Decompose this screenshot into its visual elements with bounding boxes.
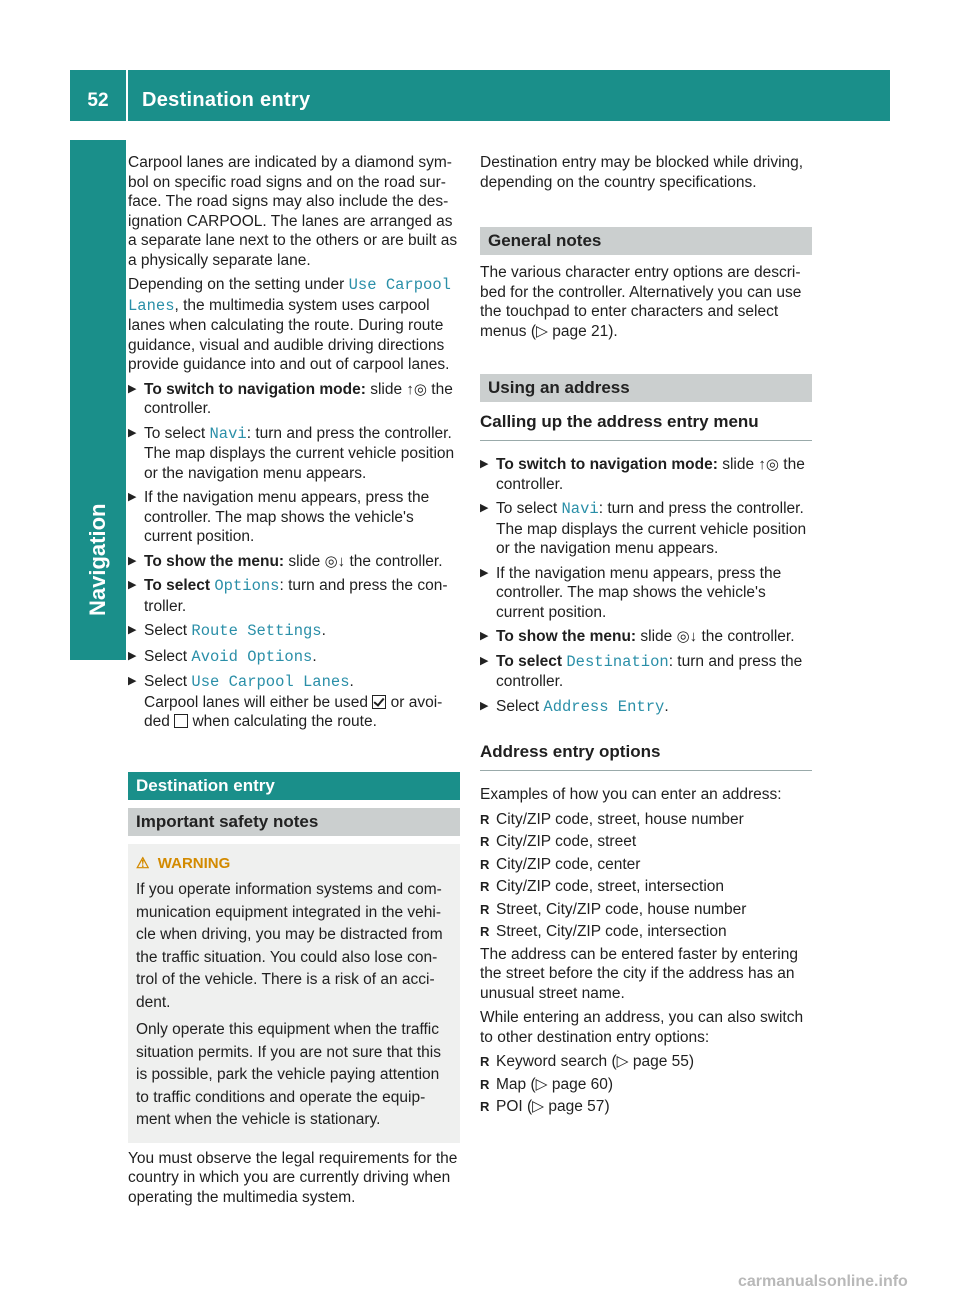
instruction-step: ▶ To select Destination: turn and press the controller. (480, 652, 803, 690)
instruction-step: ▶ To switch to navigation mode: slide ↑◎ the controller. (128, 380, 453, 417)
instruction-step: ▶ Select Route Settings. (128, 622, 326, 640)
warning-text: Only operate this equipment when the traffic situation permits. If you are not sure that this is possible, park the vehicle paying attention to traffic conditions and operate the equip-ment when the vehicle is stationary. (136, 1021, 441, 1128)
controller-slide-down-icon: ◎↓ (676, 628, 698, 645)
paragraph: The various character entry options are descri-bed for the controller. Alternatively you can use the touchpad to enter characters and select menus (▷ page 21). (480, 264, 802, 340)
controller-slide-down-icon: ◎↓ (324, 552, 346, 570)
step-arrow-icon: ▶ (128, 675, 137, 687)
list-item: R City/ZIP code, center (480, 855, 641, 873)
page-number: 52 (87, 90, 109, 111)
warning-text: If you operate information systems and com-munication equipment integrated in the vehi-cle when driving, you may be distracted from the traffic situation. You could also lose con-trol of the vehicle. There is a risk of an acci-dent. (136, 881, 443, 1011)
bullet-icon: R (480, 879, 490, 894)
controller-slide-up-icon: ↑◎ (758, 456, 779, 473)
menu-item-link[interactable]: Use Carpool Lanes (128, 276, 451, 315)
instruction-step: ▶ To select Navi: turn and press the controller. The map displays the current vehicle position or the navigation menu appears. (128, 424, 455, 482)
checkbox-checked-icon (372, 695, 386, 709)
step-arrow-icon: ▶ (128, 649, 137, 662)
bullet-icon: R (480, 811, 490, 827)
checkbox-empty-icon (174, 714, 188, 728)
page-reference-link[interactable]: ▷ page 60 (535, 1075, 608, 1093)
subsection-heading: General notes (480, 227, 812, 255)
paragraph: Examples of how you can enter an address: (480, 786, 782, 803)
step-arrow-icon: ▶ (128, 426, 137, 439)
step-arrow-icon: ▶ (128, 579, 137, 591)
step-arrow-icon: ▶ (480, 699, 489, 712)
subsection-heading: Important safety notes (128, 808, 460, 836)
menu-item-link[interactable]: Navi (209, 424, 247, 443)
list-item: R City/ZIP code, street (480, 833, 637, 850)
page-reference-link[interactable]: ▷ page 21 (536, 322, 609, 340)
list-item: R Map (▷ page 60) (480, 1075, 614, 1093)
left-column (128, 153, 460, 1212)
menu-item-link[interactable]: Navi (561, 500, 599, 518)
list-item: R Street, City/ZIP code, house number (480, 900, 747, 918)
warning-triangle-icon: ⚠ (136, 854, 150, 872)
section-heading: Destination entry (128, 772, 460, 800)
step-arrow-icon: ▶ (128, 624, 137, 636)
instruction-step: ▶ To switch to navigation mode: slide ↑◎ the controller. (480, 456, 805, 493)
step-arrow-icon: ▶ (480, 502, 489, 514)
chapter-tab (70, 140, 126, 660)
step-arrow-icon: ▶ (128, 382, 137, 395)
paragraph: The address can be entered faster by entering the street before the city if the address has an unusual street name. (480, 945, 798, 1002)
watermark: carmanualsonline.info (738, 1273, 908, 1290)
menu-item-link[interactable]: Address Entry (543, 697, 665, 716)
instruction-step: ▶ If the navigation menu appears, press the controller. The map shows the vehicle's current position. (480, 564, 782, 621)
warning-title: ⚠ WARNING (136, 854, 231, 872)
topic-heading: Calling up the address entry menu (480, 412, 812, 441)
warning-box (128, 844, 460, 1143)
paragraph: You must observe the legal requirements for the country in which you are currently driving when operating the multimedia system. (128, 1149, 458, 1206)
menu-item-link[interactable]: Route Settings (191, 622, 322, 640)
page-reference-link[interactable]: ▷ page 57 (532, 1098, 605, 1115)
bullet-icon: R (480, 856, 490, 872)
instruction-step: ▶ To select Options: turn and press the con-troller. (128, 577, 448, 615)
paragraph: Destination entry may be blocked while driving, depending on the country specifications. (480, 154, 804, 191)
bullet-icon: R (480, 901, 490, 917)
paragraph: While entering an address, you can also switch to other destination entry options: (480, 1009, 804, 1046)
topic-heading: Address entry options (480, 742, 812, 771)
bullet-icon: R (480, 1099, 490, 1114)
instruction-step: ▶ Select Avoid Options. (128, 647, 317, 666)
step-arrow-icon: ▶ (480, 566, 489, 579)
chapter-tab-label: Navigation (85, 503, 110, 616)
instruction-step: ▶ To show the menu: slide ◎↓ the controller. (128, 552, 443, 570)
controller-slide-up-icon: ↑◎ (406, 380, 427, 398)
subsection-heading: Using an address (480, 374, 812, 402)
instruction-step: ▶ To select Navi: turn and press the controller. The map displays the current vehicle position or the navigation menu appears. (480, 500, 807, 557)
menu-item-link[interactable]: Options (214, 577, 280, 595)
instruction-step: ▶ If the navigation menu appears, press the controller. The map shows the vehicle's current position. (128, 489, 430, 545)
bullet-icon: R (480, 834, 490, 849)
right-column (480, 153, 812, 1120)
list-item: R Keyword search (▷ page 55) (480, 1053, 695, 1070)
list-item: R City/ZIP code, street, intersection (480, 878, 725, 895)
menu-item-link[interactable]: Destination (566, 652, 669, 671)
bullet-icon: R (480, 924, 490, 939)
list-item: R Street, City/ZIP code, intersection (480, 923, 727, 940)
page-header (70, 70, 890, 121)
step-arrow-icon: ▶ (480, 654, 489, 667)
list-item: R POI (▷ page 57) (480, 1098, 610, 1115)
step-arrow-icon: ▶ (480, 458, 489, 470)
paragraph: Carpool lanes are indicated by a diamond sym-bol on specific road signs and on the road sur-face. The road signs may also include the des-ignation CARPOOL. The lanes are arranged as a separate lane next to the others or are built as a physically separate lane. (128, 154, 458, 269)
menu-item-link[interactable]: Use Carpool Lanes (191, 673, 350, 691)
step-arrow-icon: ▶ (128, 491, 137, 503)
page-title: Destination entry (142, 89, 311, 111)
instruction-step: ▶ Select Use Carpool Lanes. Carpool lanes will either be used or avoi-ded when calculating the route. (128, 673, 443, 730)
page-reference-link[interactable]: ▷ page 55 (616, 1053, 689, 1070)
instruction-step: ▶ Select Address Entry. (480, 697, 669, 716)
menu-item-link[interactable]: Avoid Options (191, 647, 313, 666)
bullet-icon: R (480, 1076, 490, 1092)
header-divider (126, 70, 128, 121)
list-item: R City/ZIP code, street, house number (480, 810, 744, 828)
bullet-icon: R (480, 1054, 490, 1069)
instruction-step: ▶ To show the menu: slide ◎↓ the controller. (480, 628, 795, 645)
paragraph: Depending on the setting under Use Carpool Lanes, the multimedia system uses carpool lanes when calculating the route. During route guidance, visual and audible driving directions provide guidance into and out of carpool lanes. (128, 276, 451, 373)
step-arrow-icon: ▶ (480, 630, 489, 642)
step-arrow-icon: ▶ (128, 554, 137, 567)
